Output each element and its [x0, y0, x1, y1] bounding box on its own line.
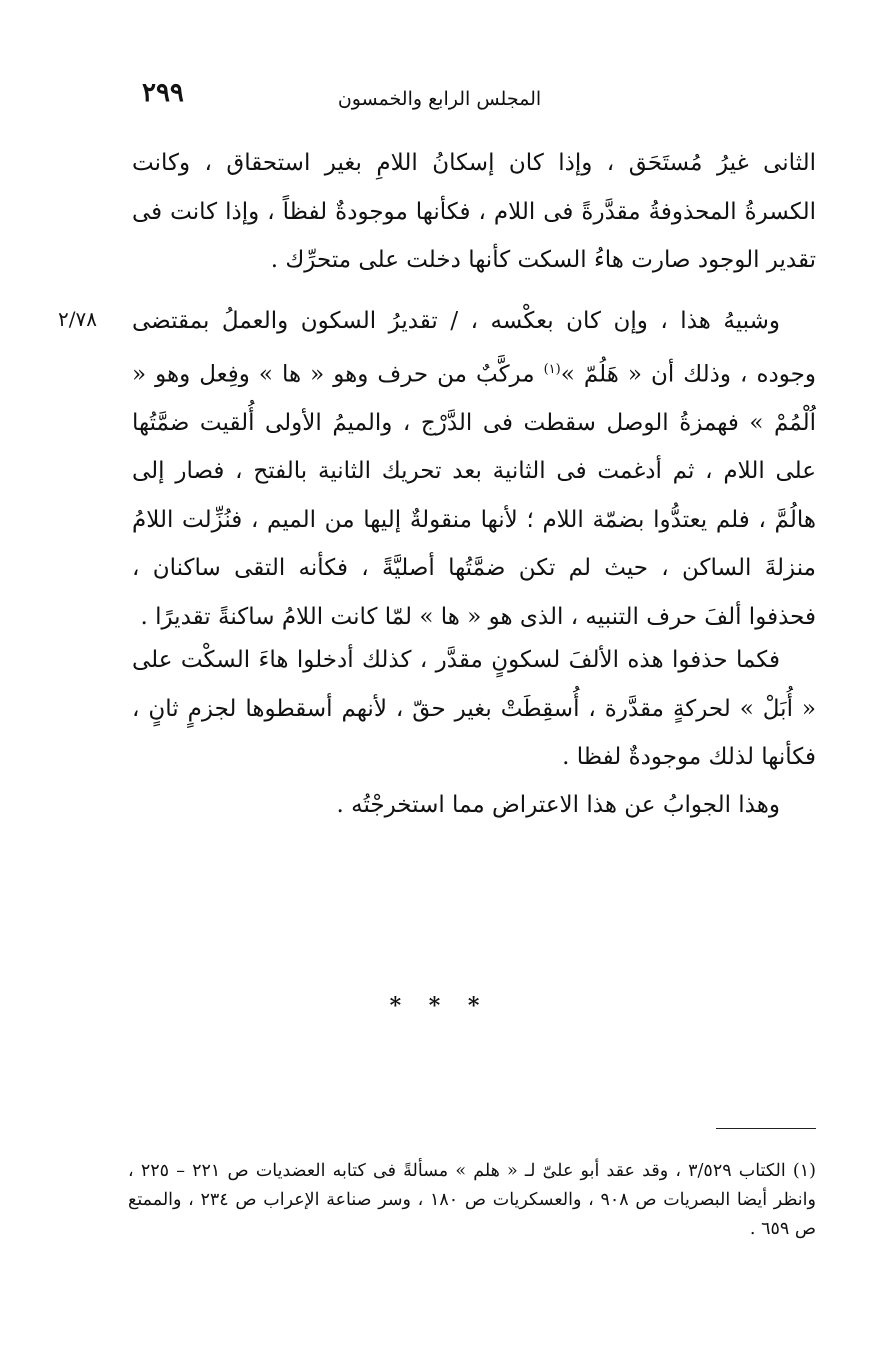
section-separator: * * *	[389, 993, 490, 1019]
footnote-marker: (١)	[543, 361, 561, 377]
margin-reference: ٢/٧٨	[58, 307, 97, 331]
paragraph-2	[132, 297, 816, 641]
paragraph-3: فكما حذفوا هذه الألفَ لسكونٍ مقدَّر ، كذلك أدخلوا هاءَ السكْت على « أُبَلْ » لحركةٍ مقدَّرة ، أُسقِطَتْ بغير حقّ ، لأنهم أسقطوها لجزمٍ ثانٍ ، فكأنها لذلك موجودةٌ لفظا .	[132, 647, 816, 770]
page-number: ٢٩٩	[142, 78, 184, 108]
running-title: المجلس الرابع والخمسون	[337, 88, 542, 110]
page-header	[0, 78, 879, 118]
paragraph-4: وهذا الجوابُ عن هذا الاعتراض مما استخرجْتُه .	[336, 792, 780, 818]
paragraph-2-part-b: مركَّبٌ من حرف وهو « ها » وفِعل وهو « اُلْمُمْ » فهمزةُ الوصل سقطت فى الدَّرْج ، والميمُ الأولى أُلقيت ضمَّتُها على اللام ، ثم أدغمت فى الثانية بعد تحريك الثانية بالفتح ، فصار إلى هالُمَّ ، فلم يعتدُّوا بضمّة اللام ؛ لأنها منقولةٌ إليها من الميم ، فنُزِّلت اللامُ منزلةَ الساكن ، حيث لم تكن ضمَّتُها أصليَّةً ، فكأنه التقى ساكنان ، فحذفوا ألفَ حرف التنبيه ، الذى هو « ها » لمّا كانت اللامُ ساكنةً تقديرًا .	[132, 361, 816, 630]
footnote: (١) الكتاب ٣/٥٢٩ ، وقد عقد أبو علىّ لـ « هلم » مسألةً فى كتابه العضديات ص ٢٢١ – ٢٢٥ ، وانظر أيضا البصريات ص ٩٠٨ ، والعسكريات ص ١٨٠ ، وسر صناعة الإعراب ص ٢٣٤ ، والممتع ص ٦٥٩ .	[128, 1161, 816, 1239]
paragraph-1: الثانى غيرُ مُستَحَق ، وإذا كان إسكانُ اللامِ بغير استحقاق ، وكانت الكسرةُ المحذوفةُ مقدَّرةً فى اللام ، فكأنها موجودةٌ لفظاً ، وإذا كانت فى تقدير الوجود صارت هاءُ السكت كأنها دخلت على متحرِّك .	[132, 150, 816, 273]
footnote-rule	[716, 1128, 816, 1129]
paragraph-2-part-a: وشبيهُ هذا ، وإن كان بعكْسه ، / تقديرُ السكون والعملُ بمقتضى وجوده ، وذلك أن « هَلُمّ »	[132, 308, 816, 388]
